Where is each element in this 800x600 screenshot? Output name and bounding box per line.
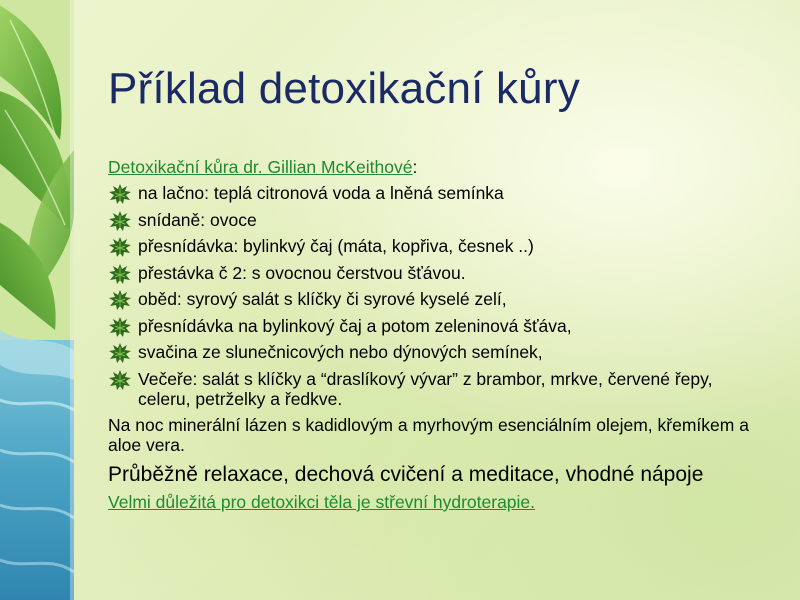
- bullet-item: [108, 289, 768, 309]
- leaf-icon: [108, 342, 132, 364]
- bullet-text: snídaně: ovoce: [138, 209, 257, 230]
- leaf-icon: [108, 369, 132, 391]
- intro-link[interactable]: Detoxikační kůra dr. Gillian McKeithové: [108, 157, 413, 177]
- slide-title: Příklad detoxikační kůry: [108, 64, 580, 113]
- leaf-icon: [108, 263, 132, 285]
- leaf-icon: [108, 316, 132, 338]
- hydrotherapy-link[interactable]: Velmi důležitá pro detoxikci těla je střevní hydroterapie.: [108, 492, 536, 512]
- leaf-icon: [108, 289, 132, 311]
- bullet-list: [108, 183, 768, 409]
- bullet-text: přesnídávka na bylinkový čaj a potom zeleninová šťáva,: [138, 315, 572, 336]
- relaxation-paragraph: Průběžně relaxace, dechová cvičení a meditace, vhodné nápoje: [108, 463, 704, 486]
- bullet-item: [108, 369, 768, 409]
- leaf-icon: [108, 183, 132, 205]
- bullet-text: svačina ze slunečnicových nebo dýnových semínek,: [138, 342, 543, 362]
- slide-content: [108, 155, 768, 513]
- bullet-item: [108, 316, 768, 336]
- bullet-item: [108, 342, 768, 362]
- closing-line: [108, 491, 768, 513]
- bullet-text: Večeře: salát s klíčky a “draslíkový vývar” z brambor, mrkve, červené řepy, celeru, petrželky a ředkve.: [138, 368, 713, 409]
- bullet-text: přestávka č 2: s ovocnou čerstvou šťávou.: [138, 262, 466, 283]
- bullet-item: [108, 210, 768, 230]
- intro-line: [108, 155, 768, 179]
- decorative-left-strip: [0, 0, 74, 600]
- bullet-text: na lačno: teplá citronová voda a lněná semínka: [138, 183, 504, 203]
- bullet-text: oběd: syrový salát s klíčky či syrové kyselé zelí,: [138, 289, 507, 309]
- bullet-item: [108, 236, 768, 256]
- intro-colon: :: [412, 157, 418, 177]
- night-bath-paragraph: Na noc minerální lázen s kadidlovým a myrhovým esenciálním olejem, křemíkem a aloe vera.: [108, 415, 749, 455]
- leaf-icon: [108, 236, 132, 258]
- bullet-item: [108, 183, 768, 203]
- leaf-icon: [108, 210, 132, 232]
- bullet-item: [108, 263, 768, 283]
- bullet-text: přesnídávka: bylinkvý čaj (máta, kopřiva, česnek ..): [138, 236, 534, 256]
